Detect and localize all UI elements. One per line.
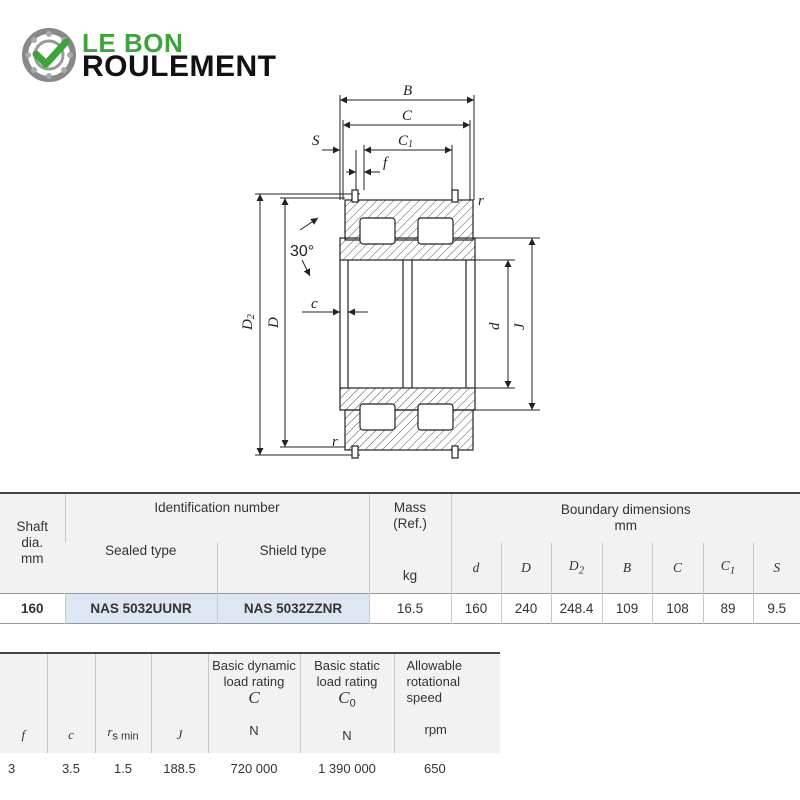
label-D: D <box>266 317 282 328</box>
header-sealed: Sealed type <box>105 543 177 558</box>
dimensions-table <box>0 492 800 624</box>
cell-D: 240 <box>501 593 551 623</box>
label-J: J <box>512 323 528 330</box>
cell-sealed: NAS 5032UUNR <box>65 593 217 623</box>
label-angle: 30° <box>290 243 315 260</box>
cell-C1: 89 <box>703 593 753 623</box>
label-c: c <box>311 296 318 312</box>
cell-B: 109 <box>602 593 652 623</box>
col-D: D <box>501 543 551 593</box>
col-static-load: Basic static load rating $C_0$ N <box>300 653 394 753</box>
cell-C: 108 <box>652 593 703 623</box>
cell-c: 3.5 <box>61 760 81 776</box>
header-boundary: Boundary dimensions mm <box>451 493 800 543</box>
col-B: B <box>602 543 652 593</box>
table-row <box>0 593 800 623</box>
cell-dynamic: 720 000 <box>230 760 278 776</box>
cell-speed: 650 <box>424 760 446 776</box>
label-S: S <box>312 133 320 149</box>
header-shaft: Shaft dia. mm <box>16 519 49 567</box>
cell-D2: 248.4 <box>551 593 602 623</box>
label-D2: D2 <box>240 314 257 330</box>
header-shield: Shield type <box>217 543 369 593</box>
cell-S: 9.5 <box>753 593 800 623</box>
cell-shield: NAS 5032ZZNR <box>217 593 369 623</box>
label-B: B <box>403 83 413 99</box>
label-f: f <box>383 155 388 171</box>
cell-mass: 16.5 <box>369 593 451 623</box>
col-speed: Allowable rotational speed rpm <box>394 653 500 753</box>
table-row <box>0 753 500 783</box>
header-identification: Identification number <box>65 493 369 543</box>
col-d: d <box>451 543 501 593</box>
label-C1: C1 <box>398 133 414 150</box>
col-dynamic-load: Basic dynamic load rating C N <box>208 653 300 753</box>
header-mass-unit: kg <box>369 543 451 593</box>
cell-J: 188.5 <box>163 760 196 776</box>
col-S: S <box>753 543 800 593</box>
col-C: C <box>652 543 703 593</box>
cell-shaft: 160 <box>20 600 44 616</box>
col-c: c <box>47 653 95 753</box>
label-r-bottom: r <box>332 434 338 450</box>
label-C: C <box>402 108 413 124</box>
col-rs: $r_{s min}$ <box>95 653 151 753</box>
bearing-cross-section-drawing <box>0 70 800 470</box>
cell-rs: 1.5 <box>113 760 133 776</box>
label-r-top: r <box>478 193 484 209</box>
header-mass: Mass (Ref.) <box>369 493 451 543</box>
cell-static: 1 390 000 <box>318 760 376 776</box>
logo-line1: LE BON <box>82 28 184 58</box>
col-D2: $D_2$ <box>551 543 602 593</box>
logo-line2: ROULEMENT <box>82 50 277 83</box>
cell-d: 160 <box>451 593 501 623</box>
col-J: J <box>151 653 208 753</box>
ratings-table <box>0 652 500 783</box>
label-d: d <box>487 322 503 330</box>
col-C1: $C_1$ <box>703 543 753 593</box>
cell-f: 3 <box>8 760 16 776</box>
col-f: f <box>21 727 26 742</box>
